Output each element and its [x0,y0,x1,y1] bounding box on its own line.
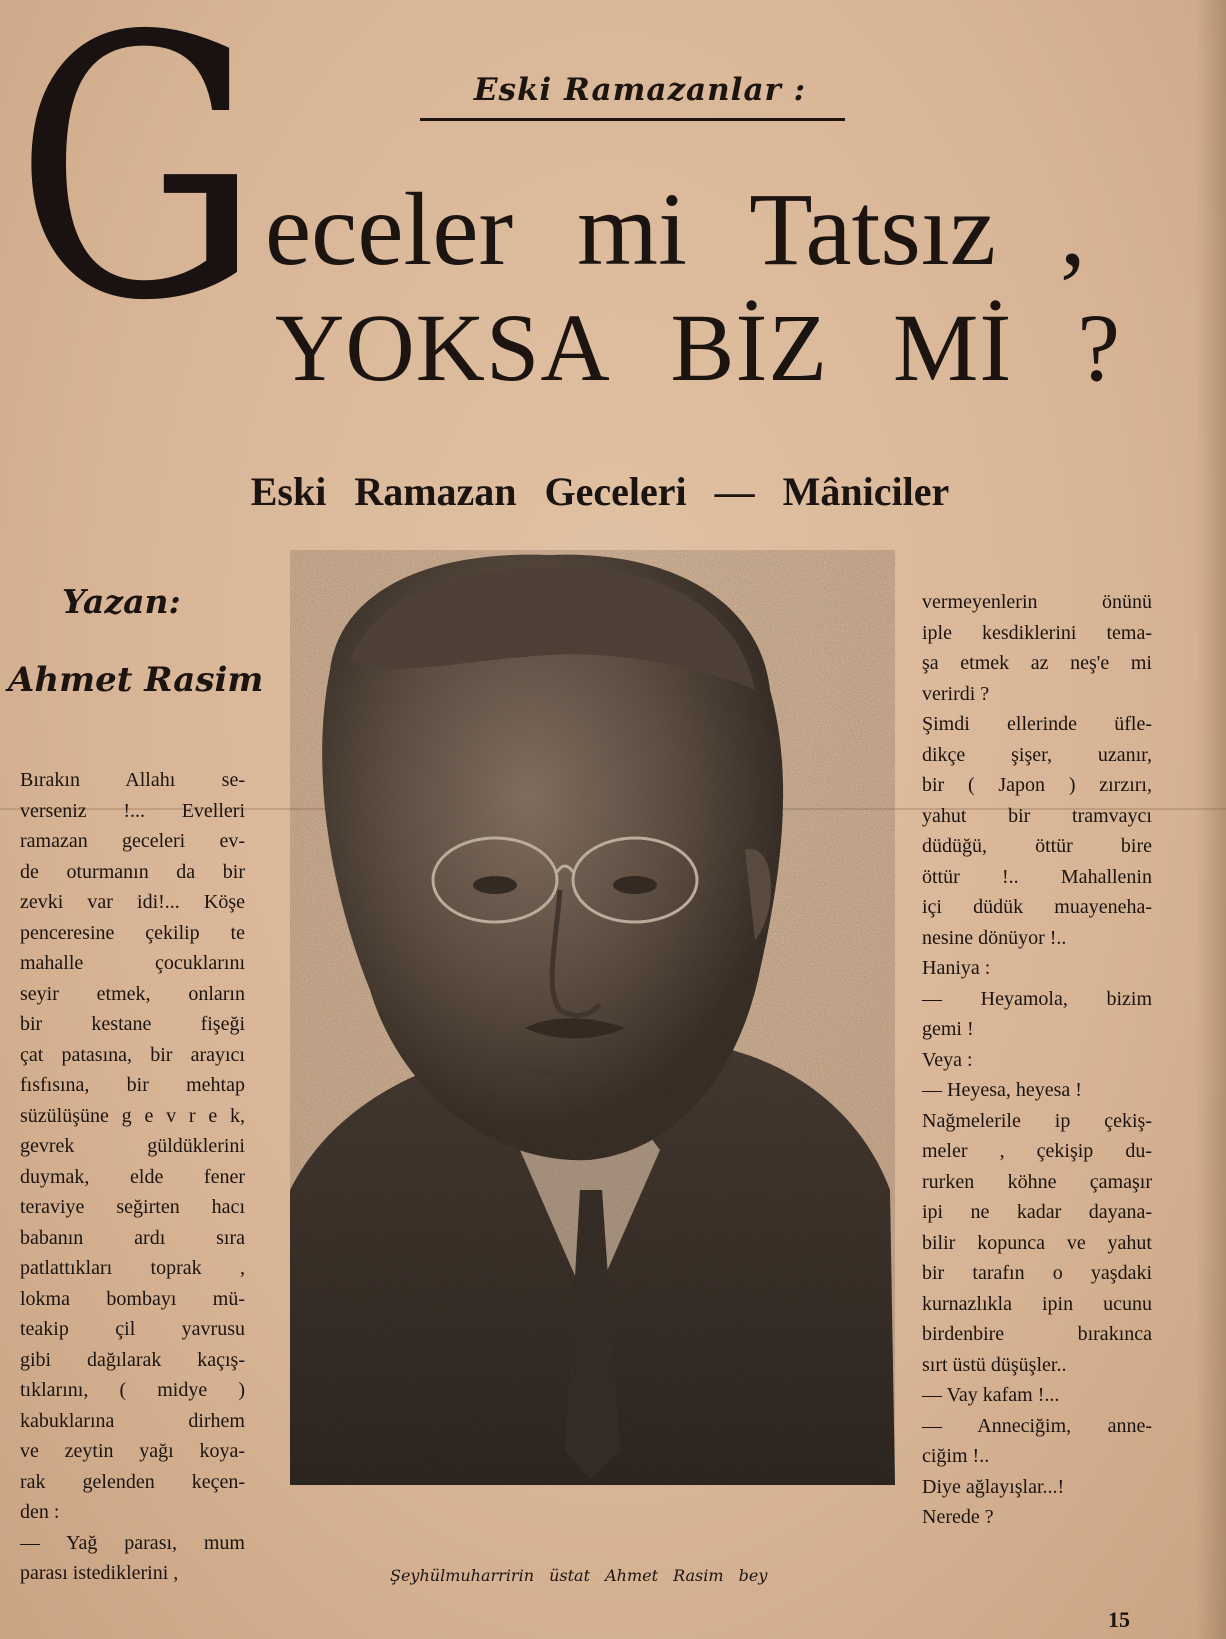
article-line: den : [20,1501,60,1523]
article-line: nesine dönüyor !.. [922,926,1067,949]
article-line: ve zeytin yağı koya- [20,1440,245,1462]
article-line: — Vay kafam !... [922,1384,1060,1406]
article-line: patlattıkları toprak , [20,1257,245,1279]
article-line: parası istediklerini , [20,1562,179,1584]
article-line: de oturmanın da bir [20,860,245,883]
article-line: ipi ne kadar dayana- [922,1201,1152,1223]
article-line: Veya : [922,1048,973,1071]
article-line: kurnazlıkla ipin ucunu [922,1292,1152,1315]
photo-caption: Şeyhülmuharririn üstat Ahmet Rasim bey [390,1566,768,1585]
page-number: 15 [1108,1607,1130,1632]
article-line: Nerede ? [922,1506,994,1528]
article-line: Diye ağlayışlar...! [922,1475,1065,1498]
article-line: içi düdük muayeneha- [922,896,1152,918]
article-line: şa etmek az neş'e mi [922,652,1152,674]
article-line: dikçe şişer, uzanır, [922,743,1152,766]
byline-label: Yazan: [62,582,181,621]
subheadline: Eski Ramazan Geceleri — Mâniciler [250,469,950,514]
article-line: seyir etmek, onların [20,982,245,1005]
article-line: kabuklarına dirhem [20,1409,245,1432]
article-line: bir ( Japon ) zırzırı, [922,774,1152,796]
author-portrait-photo [290,550,895,1485]
article-line: — Heyesa, heyesa ! [922,1079,1082,1101]
article-line: duymak, elde fener [20,1165,245,1188]
article-line: sırt üstü düşüşler.. [922,1353,1067,1376]
article-line: lokma bombayı mü- [20,1287,245,1310]
article-line: Şimdi ellerinde üfle- [922,713,1152,735]
article-line: çat patasına, bir arayıcı [20,1043,245,1066]
article-line: teakip çil yavrusu [20,1318,245,1340]
article-line: meler , çekişip du- [922,1140,1152,1162]
article-line: ramazan geceleri ev- [20,830,245,852]
article-line: süzülüşüne g e v r e k, [20,1104,245,1127]
article-line: — Heyamola, bizim [922,987,1152,1010]
byline-author: Ahmet Rasim [8,660,264,700]
article-line: bir tarafın o yaşdaki [922,1262,1152,1284]
article-line: öttür !.. Mahallenin [922,865,1152,888]
article-line: vermeyenlerin önünü [922,591,1152,613]
article-line: bir kestane fişeği [20,1013,245,1035]
article-line: birdenbire bırakınca [922,1323,1152,1345]
article-line: düdüğü, öttür bire [922,835,1152,857]
article-line: Haniya : [922,957,991,979]
article-line: iple kesdiklerini tema- [922,621,1152,644]
article-line: Nağmelerile ip çekiş- [922,1109,1152,1132]
article-line: mahalle çocuklarını [20,952,245,974]
article-line: verirdi ? [922,682,990,705]
article-line: gibi dağılarak kaçış- [20,1348,245,1371]
article-line: tıklarını, ( midye ) [20,1379,245,1401]
kicker-underline [420,118,845,121]
article-line: bilir kopunca ve yahut [922,1231,1152,1254]
headline-line-1: eceler mi Tatsız , [265,172,1086,287]
article-column-right [922,587,1152,1533]
article-line: penceresine çekilip te [20,921,245,944]
article-line: teraviye seğirten hacı [20,1196,245,1218]
section-kicker: Eski Ramazanlar : [473,72,807,108]
article-line: yahut bir tramvaycı [922,804,1152,827]
article-line: zevki var idi!... Köşe [20,891,245,913]
article-line: rak gelenden keçen- [20,1470,245,1493]
article-line: ciğim !.. [922,1445,990,1467]
article-line: verseniz !... Evelleri [20,799,245,822]
article-line: babanın ardı sıra [20,1226,245,1249]
page-edge-shadow [1196,0,1226,1639]
article-line: rurken köhne çamaşır [922,1170,1152,1193]
article-line: — Yağ parası, mum [20,1531,245,1554]
article-line: — Anneciğim, anne- [922,1414,1152,1437]
article-line: Bırakın Allahı se- [20,769,245,791]
drop-cap: G [14,0,262,379]
headline-line-2: YOKSA BİZ Mİ ? [275,294,1121,401]
article-line: gemi ! [922,1018,974,1040]
article-line: gevrek güldüklerini [20,1135,245,1157]
article-line: fısfısına, bir mehtap [20,1074,245,1096]
article-column-left [20,765,245,1589]
